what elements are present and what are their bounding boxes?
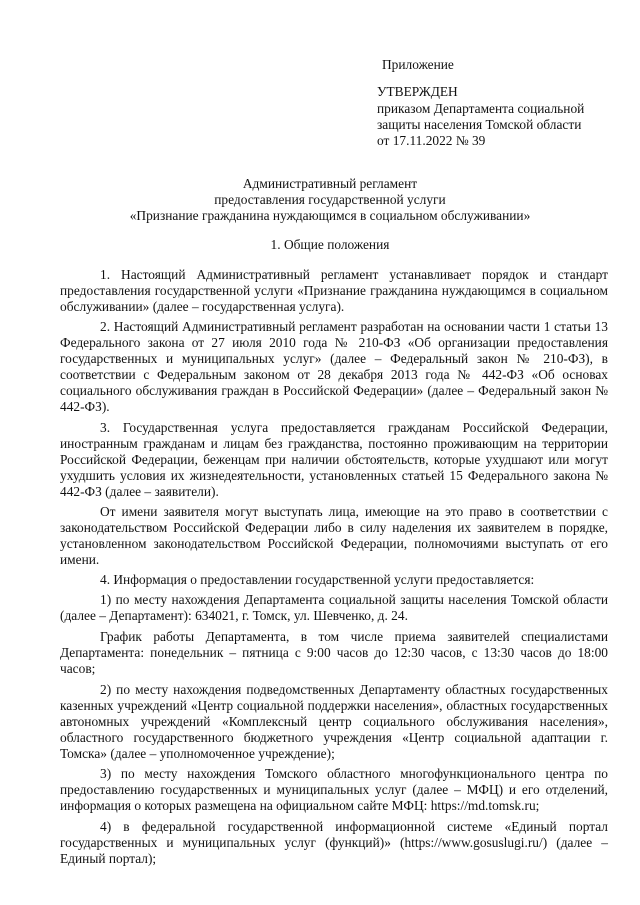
paragraph: 4) в федеральной государственной информационной системе «Единый портал государственных и муниципальных услуг (функций)» (https://www.gosuslugi.ru/) (далее – Единый портал); [60, 819, 608, 866]
approval-order-line: приказом Департамента социальной [377, 101, 585, 116]
paragraph: 1) по месту нахождения Департамента социальной защиты населения Томской области (далее – Департамент): 634021, г. Томск, ул. Шевченко, д. 24. [60, 592, 608, 623]
document-body [60, 267, 608, 867]
approval-stamp-heading: УТВЕРЖДЕН [377, 84, 458, 99]
paragraph: 4. Информация о предоставлении государственной услуги предоставляется: [100, 572, 535, 587]
title-line: «Признание гражданина нуждающимся в социальном обслуживании» [129, 208, 531, 223]
paragraph: 3) по месту нахождения Томского областного многофункционального центра по предоставлению государственных и муниципальных услуг (далее – МФЦ) и его отделений, информация о которых размещена на официальном сайте МФЦ: https://md.tomsk.ru; [60, 766, 608, 813]
approval-block [377, 84, 627, 149]
paragraph: 3. Государственная услуга предоставляется гражданам Российской Федерации, иностранным гражданам и лицам без гражданства, постоянно проживающим на территории Российской Федерации, беженцам при наличии обстоятельств, которые ухудшают или могут ухудшить условия их жизнедеятельности, установленных статьей 15 Федерального закона № 442-ФЗ (далее – заявители). [60, 420, 608, 499]
title-line: Административный регламент [242, 176, 418, 191]
approval-order-line: защиты населения Томской области [377, 117, 582, 132]
paragraph: 2) по месту нахождения подведомственных Департаменту областных государственных казенных учреждений «Центр социальной поддержки населения», областных государственных автономных учреждений «Комплексный центр социального обслуживания населения», областного государственного бюджетного учреждения «Центр социальной адаптации г. Томска» (далее – уполномоченное учреждение); [60, 682, 608, 761]
paragraph: 2. Настоящий Административный регламент разработан на основании части 1 статьи 13 Федерального закона от 27 июля 2010 года № 210-ФЗ «Об организации предоставления государственных и муниципальных услуг» (далее – Федеральный закон № 210-ФЗ), в соответствии с Федеральным законом от 28 декабря 2013 года № 442-ФЗ «Об основах социального обслуживания граждан в Российской Федерации» (далее – Федеральный закон № 442-ФЗ). [60, 319, 608, 414]
paragraph: 1. Настоящий Административный регламент устанавливает порядок и стандарт предоставления государственной услуги «Признание гражданина нуждающимся в социальном обслуживании» (далее – государственная услуга). [60, 267, 608, 314]
document-title [60, 176, 600, 224]
section-heading: 1. Общие положения [270, 237, 390, 252]
paragraph: График работы Департамента, в том числе приема заявителей специалистами Департамента: понедельник – пятница с 9:00 часов до 12:30 часов, с 13:30 часов до 18:00 часов; [60, 629, 608, 676]
appendix-label: Приложение [382, 57, 454, 72]
approval-order-date: от 17.11.2022 № 39 [377, 133, 486, 148]
title-line: предоставления государственной услуги [214, 192, 446, 207]
paragraph: От имени заявителя могут выступать лица, имеющие на это право в соответствии с законодательством Российской Федерации либо в силу наделения их заявителем в порядке, установленном законодательством Российской Федерации, полномочиями выступать от его имени. [60, 504, 608, 567]
